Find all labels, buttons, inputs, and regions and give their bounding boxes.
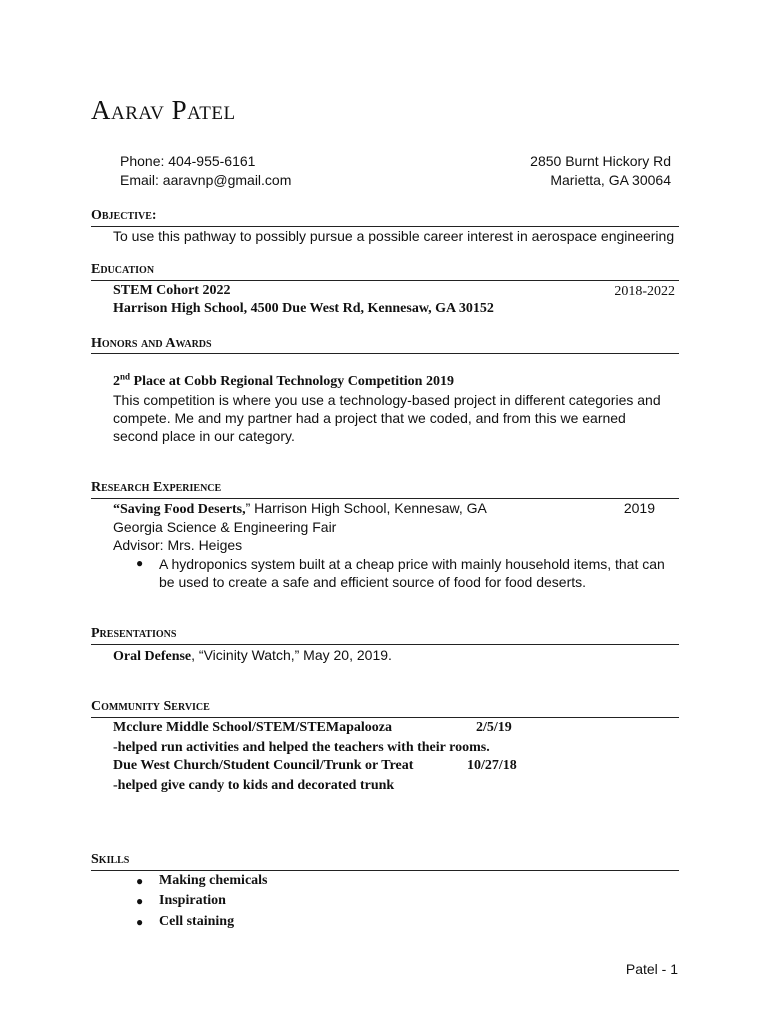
research-fair: Georgia Science & Engineering Fair bbox=[113, 519, 337, 535]
education-school: Harrison High School, 4500 Due West Rd, Kennesaw, GA 30152 bbox=[113, 301, 494, 316]
research-bullet-text: A hydroponics system built at a cheap price with mainly household items, that can be used to create a safe and efficient source of food for food deserts. bbox=[159, 556, 665, 590]
skill-item: Cell staining bbox=[159, 914, 235, 929]
divider bbox=[91, 280, 679, 281]
presentation-item bbox=[113, 646, 392, 666]
research-advisor: Advisor: Mrs. Heiges bbox=[113, 537, 243, 553]
community-note: -helped run activities and helped the teachers with their rooms. bbox=[113, 740, 490, 755]
presentation-title-bold: Oral Defense bbox=[113, 649, 192, 664]
community-org: Mcclure Middle School/STEM/STEMapalooza bbox=[113, 720, 392, 735]
section-heading-education: Education bbox=[91, 262, 155, 277]
skill-item: Making chemicals bbox=[159, 873, 268, 888]
award-title-rest: Place at Cobb Regional Technology Competition 2019 bbox=[130, 374, 454, 389]
address-line-2: Marietta, GA 30064 bbox=[550, 172, 671, 188]
community-org: Due West Church/Student Council/Trunk or Treat bbox=[113, 758, 414, 773]
award-place-number: 2 bbox=[113, 374, 120, 389]
section-heading-skills: Skills bbox=[91, 852, 130, 867]
research-year: 2019 bbox=[623, 500, 655, 516]
divider bbox=[91, 717, 679, 718]
email: Email: aaravnp@gmail.com bbox=[120, 172, 292, 188]
community-date: 10/27/18 bbox=[467, 758, 517, 773]
research-title-rest: ” Harrison High School, Kennesaw, GA bbox=[245, 500, 487, 516]
bullet-icon: ● bbox=[136, 915, 144, 929]
divider bbox=[91, 353, 679, 354]
education-program: STEM Cohort 2022 bbox=[113, 283, 231, 298]
presentation-title-rest: , “Vicinity Watch,” May 20, 2019. bbox=[191, 647, 392, 663]
section-heading-honors: Honors and Awards bbox=[91, 336, 212, 351]
bullet-icon: ● bbox=[136, 556, 144, 570]
page-number: Patel - 1 bbox=[625, 961, 678, 977]
research-title bbox=[113, 499, 487, 519]
education-years: 2018-2022 bbox=[614, 284, 675, 299]
research-title-bold: “Saving Food Deserts, bbox=[113, 502, 246, 517]
address-line-1: 2850 Burnt Hickory Rd bbox=[530, 153, 671, 169]
skill-item: Inspiration bbox=[159, 893, 226, 908]
section-heading-research: Research Experience bbox=[91, 480, 222, 495]
divider bbox=[91, 870, 679, 871]
bullet-icon: ● bbox=[136, 894, 144, 908]
award-description: This competition is where you use a technology-based project in different categories and compete. Me and my partner had a project that we coded, and from this we earned second place in our category. bbox=[113, 392, 661, 444]
community-date: 2/5/19 bbox=[476, 720, 512, 735]
objective-text: To use this pathway to possibly pursue a possible career interest in aerospace engineering bbox=[113, 228, 675, 244]
section-heading-community: Community Service bbox=[91, 699, 210, 714]
section-heading-presentations: Presentations bbox=[91, 626, 177, 641]
divider bbox=[91, 644, 679, 645]
section-heading-objective: Objective: bbox=[91, 208, 157, 223]
community-note: -helped give candy to kids and decorated trunk bbox=[113, 778, 395, 793]
bullet-icon: ● bbox=[136, 874, 144, 888]
resume-name: Aarav Patel bbox=[91, 95, 236, 125]
award-place-suffix: nd bbox=[120, 371, 131, 382]
phone: Phone: 404-955-6161 bbox=[120, 153, 256, 169]
award-title bbox=[113, 373, 454, 391]
